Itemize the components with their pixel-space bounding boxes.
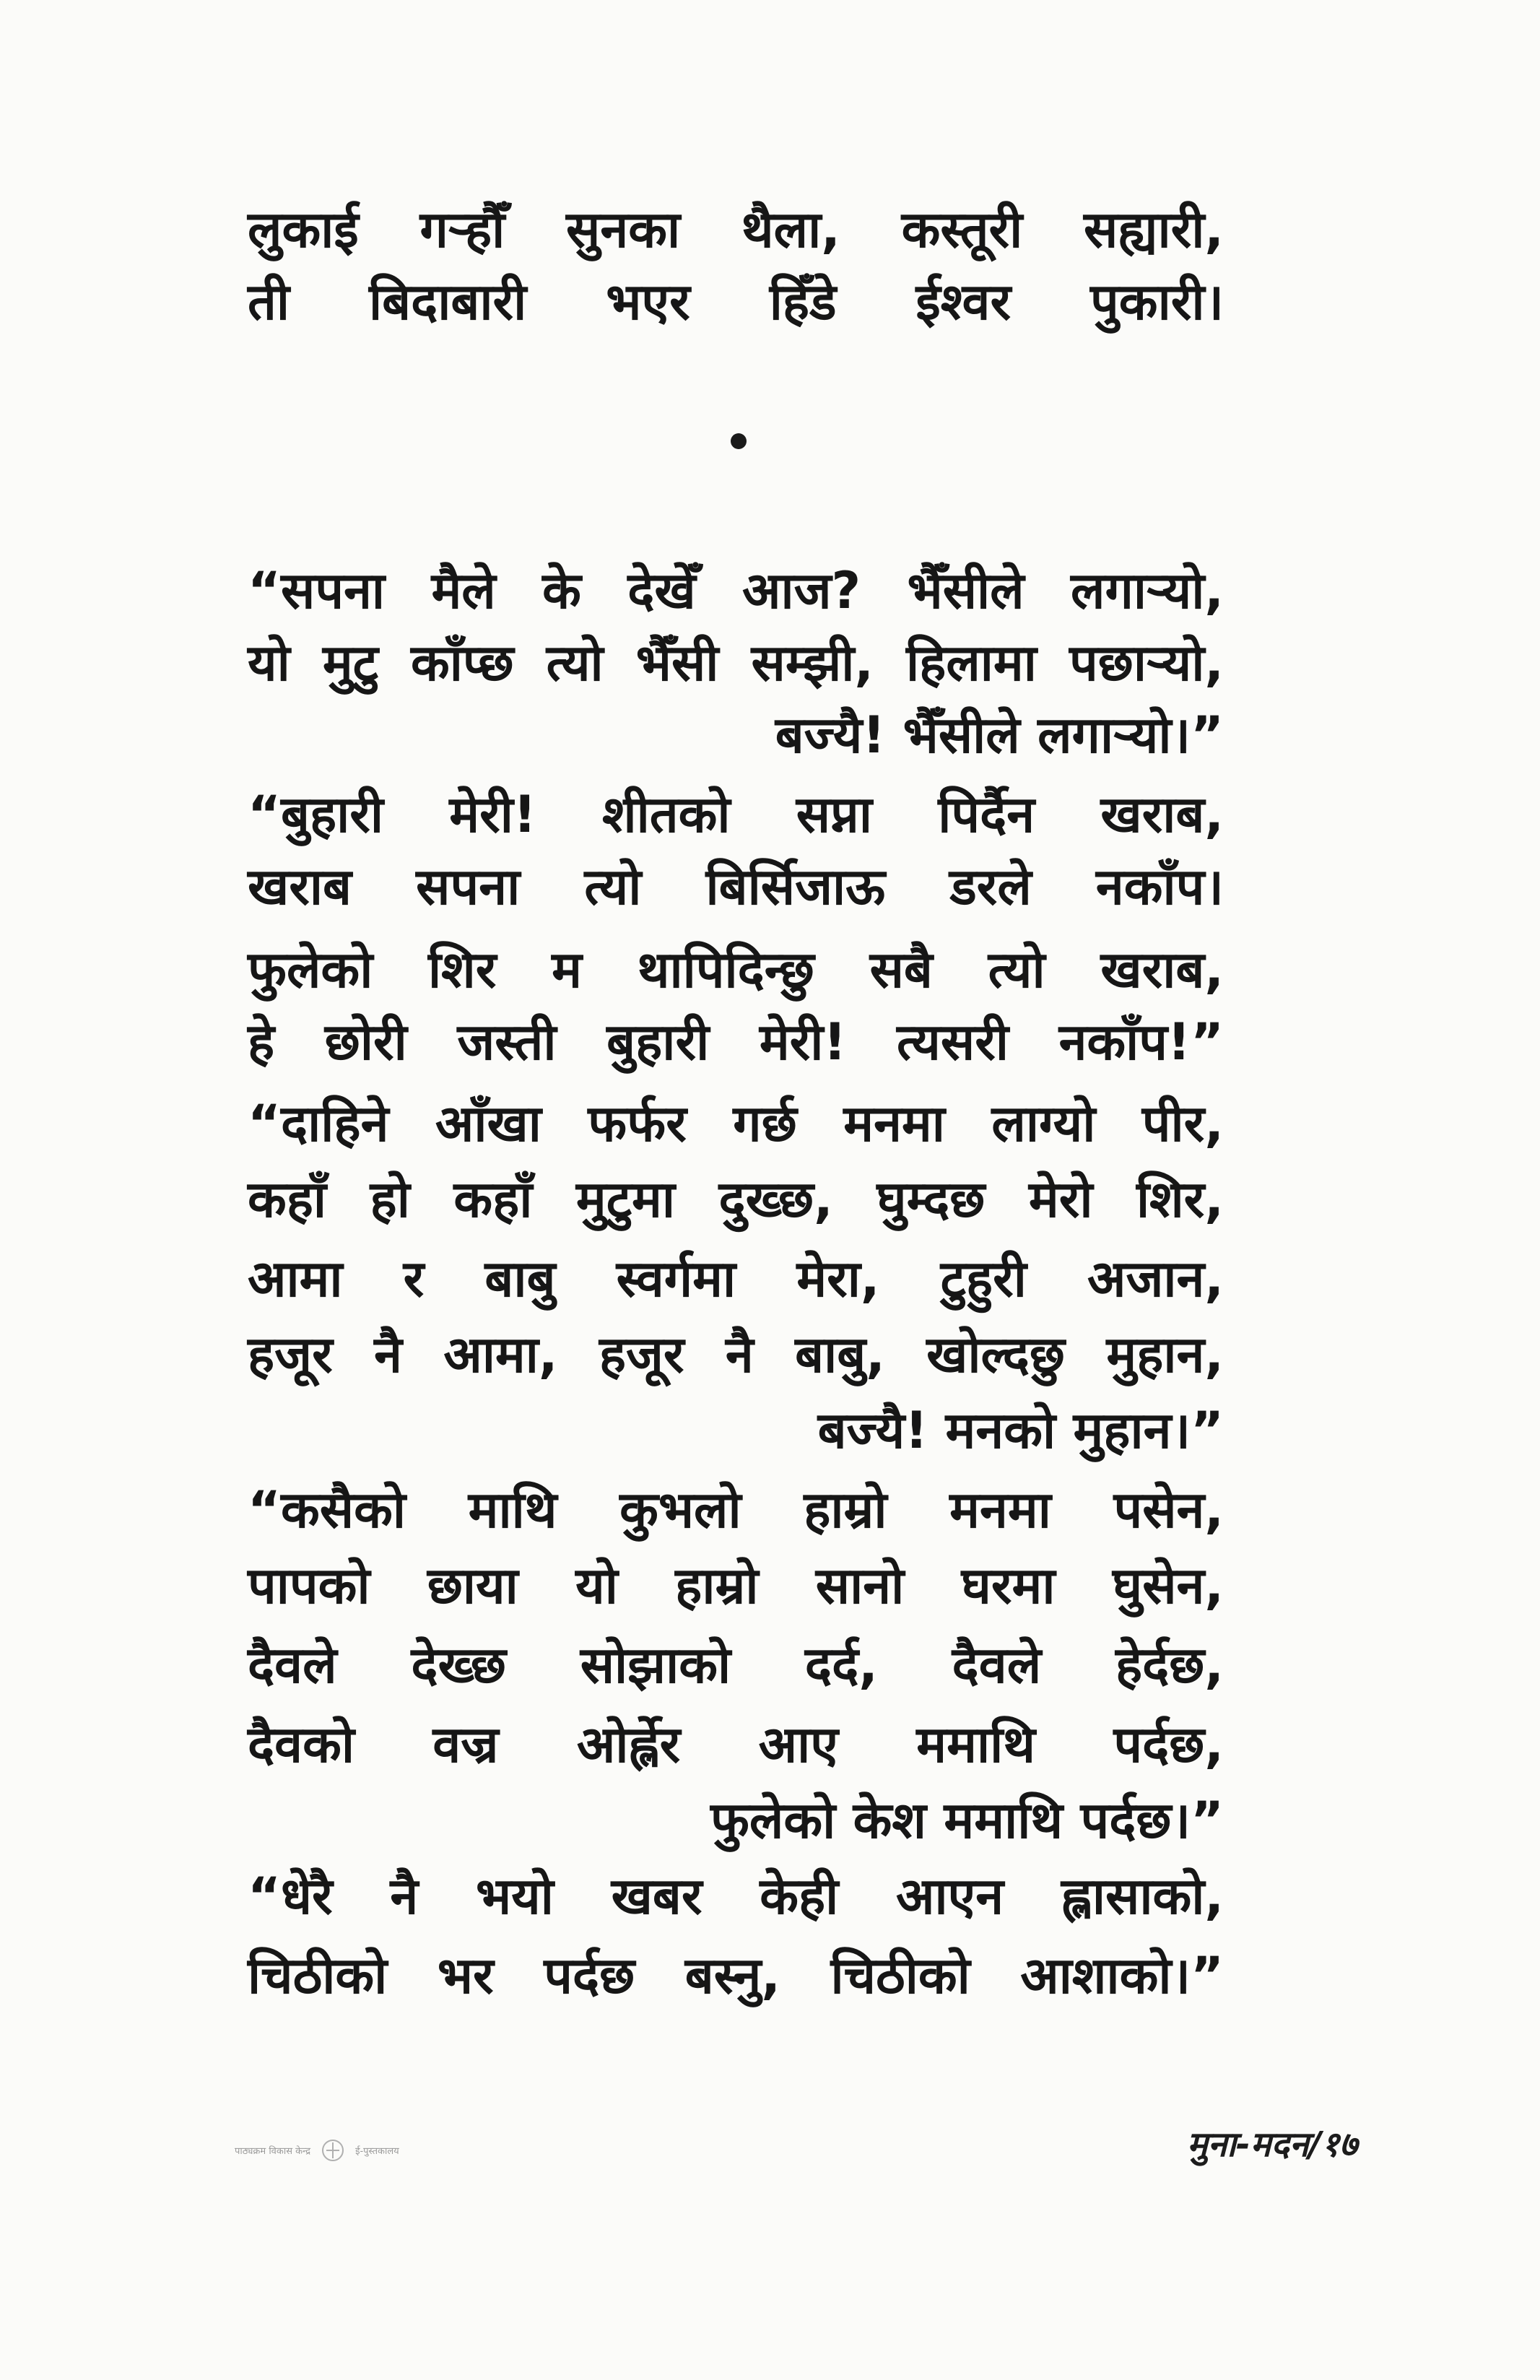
poem-line [248,1087,1224,1160]
footer-library-text: ई-पुस्तकालय [355,2146,399,2157]
section-separator-dot [731,433,747,449]
poem-line [248,1940,1224,2012]
poem-word: मेरो [1028,1170,1093,1229]
poem-word: कहाँ [248,1170,327,1229]
poem-line [248,851,1224,923]
refrain-text: बज्यै! भैँसीले लगाऱ्यो।” [775,705,1224,765]
poem-word: टुहुरी [940,1249,1027,1308]
poem-word: कहाँ [453,1170,533,1229]
poem-word: “कसैको [248,1480,406,1539]
poem-word: बाबु [484,1249,556,1308]
poem-word: सानो [815,1556,905,1615]
refrain-text: बज्यै! मनको मुहान।” [817,1401,1224,1460]
poem-word: के [542,561,581,620]
poem-word: ईश्वर [915,272,1012,331]
poem-word: शिर, [1136,1170,1224,1229]
poem-word: छोरी [324,1012,407,1072]
poem-word: नै [390,1867,419,1926]
poem-word: बुहारी [606,1012,710,1072]
poem-word: ह्लासाको, [1061,1867,1224,1926]
poem-word: पीर, [1141,1094,1224,1153]
poem-word: “दाहिने [248,1094,389,1153]
poem-word: “सपना [248,561,386,620]
poem-word: हिँडे [769,272,837,331]
poem-word: बिदाबारी [368,272,527,331]
footer-watermark [235,2136,399,2165]
poem-word: लाग्यो [991,1094,1096,1153]
poem-word: दैवको [248,1715,354,1774]
poem-word: भर [437,1946,494,2005]
poem-word: मुटु [322,633,378,692]
page-footer-title: मुना-मदन/१७ [1187,2124,1357,2165]
poem-line [248,1629,1224,1701]
poem-line [248,1474,1224,1546]
poem-word: पसेन, [1113,1480,1224,1539]
poem-word: त्यो [988,940,1045,999]
poem-word: बाबु, [795,1325,885,1384]
poem-word: वज्र [432,1715,499,1774]
poem-word: सोझाको [580,1636,731,1695]
refrain-text: फुलेको केश ममाथि पर्दछ।” [710,1791,1224,1850]
poem-word: देख्छ [411,1636,506,1695]
poem-word: खराब, [1100,785,1224,844]
poem-line [248,555,1224,627]
poem-word: नकाँप। [1095,857,1224,916]
poem-word: पुकारी। [1090,272,1224,331]
poem-word: सम्झी, [751,633,874,692]
poem-word: अजान, [1087,1249,1224,1308]
poem-line [248,1708,1224,1781]
poem-line [248,1319,1224,1391]
poem-line [248,1006,1224,1078]
poem-line [248,627,1224,699]
poem-word: आएन [895,1867,1004,1926]
poem-word: भएर [606,272,690,331]
poem-word: र [403,1249,425,1308]
poem-word: खोल्दछु [926,1325,1065,1384]
publisher-logo-icon [321,2138,345,2163]
poem-word: मेरी! [449,785,536,844]
poem-word: स्वर्गमा [616,1249,736,1308]
poem-word: मुहान, [1106,1325,1224,1384]
poem-word: दुख्छ, [718,1170,833,1229]
poem-word: फुलेको [248,940,373,999]
poem-word: यो [575,1556,618,1615]
poem-line [248,934,1224,1006]
poem-word: आमा, [443,1325,558,1384]
poem-word: डरले [949,857,1032,916]
poem-line [248,266,1224,338]
poem-refrain-line [248,699,1224,771]
poem-word: ती [248,272,290,331]
poem-word: देखेँ [627,561,696,620]
poem-word: लगाऱ्यो, [1070,561,1224,620]
poem-word: चिठीको [248,1946,388,2005]
poem-word: माथि [468,1480,557,1539]
poem-word: मेरी! [759,1012,847,1072]
poem-word: “बुहारी [248,785,384,844]
poem-word: शिर [428,940,497,999]
poem-word: “धेरै [248,1867,333,1926]
poem-word: ओर्ह्लेर [576,1715,681,1774]
poem-word: हेर्दछ, [1115,1636,1224,1695]
poem-word: कुभलो [619,1480,741,1539]
poem-word: पापको [248,1556,370,1615]
poem-word: त्यसरी [896,1012,1009,1072]
poem-word: आशाको।” [1020,1946,1224,2005]
poem-word: जस्ती [457,1012,557,1072]
poem-word: हिलामा [906,633,1037,692]
poem-line [248,1163,1224,1235]
poem-word: खबर [611,1867,702,1926]
poem-word: पर्दछ, [1113,1715,1224,1774]
poem-word: त्यो [584,857,642,916]
poem-word: हाम्रो [804,1480,887,1539]
poem-word: दैवले [248,1636,337,1695]
poem-word: हाम्रो [675,1556,759,1615]
poem-word: घुम्दछ [876,1170,986,1229]
poem-line [248,1550,1224,1622]
poem-word: यो [248,633,290,692]
poem-word: मनमा [843,1094,945,1153]
poem-word: आए [758,1715,838,1774]
footer-publisher-text: पाठ्यक्रम विकास केन्द्र [235,2146,311,2157]
poem-word: मनमा [949,1480,1051,1539]
poem-word: मेरा, [796,1249,880,1308]
poem-word: हे [248,1012,275,1072]
poem-word: मैले [431,561,496,620]
poem-word: दैवले [952,1636,1042,1695]
poem-word: भैँसीले [907,561,1025,620]
poem-word: थापिदिन्छु [637,940,814,999]
poem-word: आमा [248,1249,343,1308]
poem-word: हजूर [599,1325,684,1384]
poem-word: घुसेन, [1112,1556,1224,1615]
poem-word: मुटुमा [575,1170,676,1229]
poem-word: शीतको [602,785,731,844]
poem-word: खराब, [1100,940,1224,999]
poem-word: हो [370,1170,410,1229]
poem-word: सह्यारी, [1084,200,1224,259]
poem-line [248,1243,1224,1315]
poem-word: सपना [416,857,521,916]
poem-word: घरमा [961,1556,1056,1615]
poem-word: केही [760,1867,839,1926]
poem-word: गर्छ [733,1094,797,1153]
poem-word: नै [725,1325,754,1384]
poem-word: म [552,940,583,999]
poem-word: बिर्सिजाऊ [705,857,886,916]
poem-word: काँप्छ [411,633,514,692]
poem-word: छाया [427,1556,518,1615]
poem-word: पिर्दैन [938,785,1035,844]
poem-word: आँखा [435,1094,541,1153]
poem-word: सबै [869,940,933,999]
poem-word: नकाँप!” [1058,1012,1224,1072]
poem-word: सुनका [566,200,681,259]
poem-line [248,194,1224,266]
poem-word: बस्नु, [684,1946,780,2005]
poem-word: फर्फर [588,1094,687,1153]
poem-word: पछाऱ्यो, [1069,633,1224,692]
poem-word: लुकाई [248,200,359,259]
poem-word: कस्तूरी [901,200,1023,259]
poem-word: सप्ना [796,785,873,844]
poem-line [248,778,1224,851]
poem-refrain-line [248,1394,1224,1467]
poem-word: थैला, [741,200,840,259]
poem-word: भैँसी [635,633,719,692]
poem-word: त्यो [546,633,604,692]
poem-line [248,1860,1224,1932]
poem-word: चिठीको [830,1946,970,2005]
poem-word: खराब [248,857,352,916]
poem-word: ममाथि [916,1715,1035,1774]
poem-word: भयो [475,1867,554,1926]
poem-word: नै [374,1325,402,1384]
poem-word: हजूर [248,1325,333,1384]
poem-word: पर्दछ [544,1946,635,2005]
poem-word: आज? [742,561,861,620]
poem-word: गऱ्हौँ [419,200,505,259]
poem-word: दर्द, [804,1636,878,1695]
poem-refrain-line [248,1784,1224,1856]
